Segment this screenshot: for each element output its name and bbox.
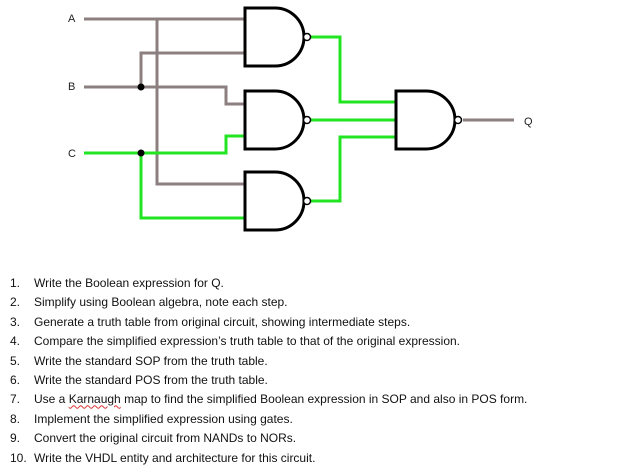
question-list [10, 274, 616, 468]
nand-gate-1-bubble [304, 34, 311, 41]
nand-gate-3-bubble [304, 198, 311, 205]
question-item: 8. Implement the simplified expression using gates. [10, 411, 293, 426]
high-wires [84, 37, 396, 218]
question-item: 10. Write the VHDL entity and architecture for this circuit. [10, 450, 316, 465]
question-item: 2. Simplify using Boolean algebra, note each step. [10, 295, 288, 310]
input-b-label: B [68, 81, 76, 93]
nand-gate-1 [245, 8, 311, 66]
nand-gate-output-bubble [455, 117, 462, 124]
junction-c [138, 150, 145, 157]
question-item: 6. Write the standard POS from the truth table. [10, 372, 268, 387]
question-item: 1. Write the Boolean expression for Q. [10, 276, 224, 290]
question-item: 4. Compare the simplified expression’s truth table to that of the original expression. [10, 334, 461, 349]
nand-gate-2-bubble [304, 117, 311, 124]
wire-gate1-out [310, 37, 396, 102]
input-c-label: C [68, 148, 76, 160]
question-item: 9. Convert the original circuit from NANDs to NORs. [10, 431, 297, 446]
spellcheck-word: Karnaugh [68, 392, 121, 407]
nand-gate-output [396, 91, 462, 149]
junction-b [138, 84, 145, 91]
input-a-label: A [68, 13, 76, 25]
output-q-label: Q [524, 116, 533, 128]
question-item: 7. Use a Karnaugh map to find the simplified Boolean expression in SOP and also in POS form. [10, 392, 528, 407]
nand-gate-2 [245, 91, 311, 149]
nand-gate-3 [245, 172, 311, 230]
wire-gate3-out [310, 137, 396, 201]
question-item: 5. Write the standard SOP from the truth table. [10, 353, 268, 368]
wire-a-to-gate3 [157, 19, 245, 184]
question-item: 3. Generate a truth table from original circuit, showing intermediate steps. [10, 314, 411, 329]
